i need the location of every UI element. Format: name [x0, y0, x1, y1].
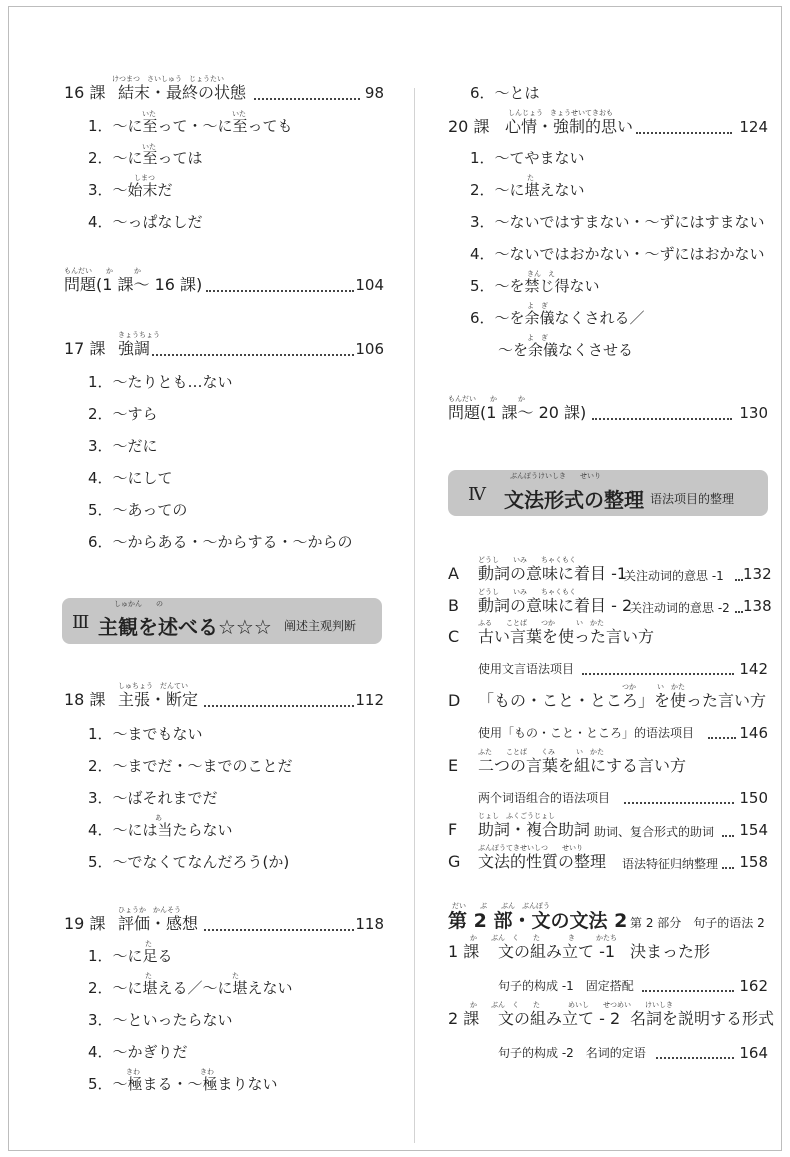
list-item: 1．〜てやまない: [470, 149, 585, 167]
list-item: 2．〜までだ・〜までのことだ: [88, 757, 293, 775]
lesson-1-title: 文の組み立て -1: [498, 942, 616, 961]
leader-dots: [592, 415, 732, 420]
furigana: どうし いみ ちゃくもく: [478, 556, 576, 564]
leader-dots: [152, 351, 354, 356]
furigana: た: [145, 940, 152, 948]
furigana: もんだい か か: [64, 267, 141, 275]
leader-dots: [624, 799, 734, 804]
section-number: Ⅳ: [468, 484, 486, 505]
entry-title: 古い言葉を使った言い方: [478, 627, 655, 646]
lesson-1-subtitle: 決まった形: [630, 942, 711, 961]
furigana: ひょうか かんそう: [118, 906, 181, 914]
furigana: きわ: [126, 1068, 140, 1076]
entry-title: 文法的性質の整理: [478, 852, 607, 871]
entry-chinese: 语法特征归纳整理: [622, 857, 719, 871]
part-2-title: 第 2 部・文の文法 2: [448, 910, 628, 932]
entry-chinese: 两个词语组合的语法项目: [478, 791, 611, 805]
lesson-2-chinese: 句子的构成 -2 名词的定语: [498, 1046, 646, 1060]
list-item: 6．〜とは: [470, 84, 540, 102]
leader-dots: [735, 608, 743, 613]
lesson-19-label: 19 課: [64, 914, 106, 933]
list-item: 3．〜始末だ: [88, 181, 173, 199]
section-number: Ⅲ: [72, 612, 90, 633]
leader-dots: [204, 926, 354, 931]
furigana: いた: [142, 110, 156, 118]
furigana: だい ぶ ぶん ぶんぽう: [452, 902, 550, 910]
lesson-20-label: 20 課: [448, 117, 490, 136]
review-20-page: 130: [739, 404, 768, 422]
entry-chinese: 关注动词的意思 -2: [630, 601, 730, 615]
entry-chinese: 使用「もの・こと・ところ」的语法项目: [478, 726, 695, 740]
furigana: か ぶん く た めいし せつめい けいしき: [470, 1001, 673, 1009]
furigana: よ ぎ: [527, 302, 548, 310]
section-chinese: 语法项目的整理: [650, 492, 735, 506]
list-item: 4．〜かぎりだ: [88, 1043, 188, 1061]
lesson-20-page: 124: [739, 118, 768, 136]
entry-letter: E: [448, 756, 459, 775]
list-item: 1．〜までもない: [88, 725, 203, 743]
list-item: 3．〜だに: [88, 437, 158, 455]
furigana: けつまつ さいしゅう じょうたい: [112, 75, 224, 83]
lesson-2-label: 2 課: [448, 1009, 480, 1028]
section-chinese: 阐述主观判断: [284, 619, 357, 633]
entry-title: 動詞の意味に着目 - 2: [478, 596, 633, 615]
lesson-18-page: 112: [355, 691, 384, 709]
entry-letter: D: [448, 691, 461, 710]
furigana: きょうちょう: [118, 331, 160, 339]
lesson-1-page: 162: [739, 977, 768, 995]
entry-page: 138: [743, 597, 772, 615]
list-item: 6．〜からある・〜からする・〜からの: [88, 533, 353, 551]
entry-letter: C: [448, 627, 460, 646]
furigana: た: [527, 174, 534, 182]
lesson-17-label: 17 課: [64, 339, 106, 358]
leader-dots: [656, 1054, 734, 1059]
furigana: しんじょう きょうせいてきおも: [508, 109, 613, 117]
list-item: 1．〜たりとも…ない: [88, 373, 233, 391]
entry-page: 132: [743, 565, 772, 583]
review-16-page: 104: [355, 276, 384, 294]
list-item: 4．〜にして: [88, 469, 173, 487]
furigana: ふた ことば くみ い かた: [478, 748, 604, 756]
lesson-16-label: 16 課: [64, 83, 106, 102]
list-item: 2．〜に至っては: [88, 149, 203, 167]
lesson-2-subtitle: 名詞を説明する形式: [630, 1009, 775, 1028]
furigana: きん え: [527, 270, 555, 278]
list-item: 4．〜っぱなしだ: [88, 213, 203, 231]
leader-dots: [206, 287, 354, 292]
entry-title: 助詞・複合助詞: [478, 820, 591, 839]
lesson-2-title: 文の組み立て - 2: [498, 1009, 621, 1028]
lesson-17-title: 強調: [118, 339, 151, 358]
furigana: しまつ: [134, 174, 155, 182]
list-item: 2．〜すら: [88, 405, 158, 423]
review-20-title: 問題(1 課〜 20 課): [448, 403, 587, 422]
furigana: つか い かた: [622, 683, 685, 691]
lesson-18-title: 主張・断定: [118, 690, 199, 709]
entry-page: 154: [739, 821, 768, 839]
leader-dots: [735, 576, 743, 581]
leader-dots: [708, 734, 736, 739]
furigana: ぶんぽうけいしき せいり: [510, 472, 601, 480]
leader-dots: [642, 987, 734, 992]
entry-title: 二つの言葉を組にする言い方: [478, 756, 687, 775]
furigana: じょし ふくごうじょし: [478, 812, 555, 820]
entry-page: 158: [739, 853, 768, 871]
furigana: きわ: [200, 1068, 214, 1076]
furigana: いた: [232, 110, 246, 118]
lesson-1-chinese: 句子的构成 -1 固定搭配: [498, 979, 634, 993]
furigana: あ: [155, 814, 162, 822]
list-item: 3．〜ないではすまない・〜ずにはすまない: [470, 213, 765, 231]
leader-dots: [204, 702, 354, 707]
entry-letter: F: [448, 820, 458, 839]
list-item: 4．〜には当たらない: [88, 821, 233, 839]
leader-dots: [254, 95, 360, 100]
entry-chinese: 使用文言语法项目: [478, 662, 575, 676]
furigana: か ぶん く た き かたち: [470, 934, 617, 942]
lesson-20-title: 心情・強制的思い: [505, 117, 634, 136]
list-item: 3．〜といったらない: [88, 1011, 233, 1029]
entry-page: 150: [739, 789, 768, 807]
list-item: 6．〜を余儀なくされる／: [470, 309, 645, 327]
entry-chinese: 助词、复合形式的助词: [594, 825, 715, 839]
entry-letter: B: [448, 596, 459, 615]
furigana: た: [232, 972, 239, 980]
furigana: よ ぎ: [527, 334, 548, 342]
lesson-19-page: 118: [355, 915, 384, 933]
entry-page: 142: [739, 660, 768, 678]
leader-dots: [636, 129, 732, 134]
list-item: 〜を余儀なくさせる: [498, 341, 634, 359]
section-title: 文法形式の整理: [504, 488, 644, 512]
list-item: 1．〜に至って・〜に至っても: [88, 117, 293, 135]
part-2-chinese: 第 2 部分 句子的语法 2: [630, 916, 765, 930]
lesson-17-page: 106: [355, 340, 384, 358]
entry-page: 146: [739, 724, 768, 742]
leader-dots: [582, 670, 734, 675]
column-separator: [414, 88, 415, 1143]
lesson-18-label: 18 課: [64, 690, 106, 709]
furigana: しゅかん の: [114, 600, 163, 608]
list-item: 5．〜を禁じ得ない: [470, 277, 600, 295]
list-item: 1．〜に足る: [88, 947, 173, 965]
review-16-title: 問題(1 課〜 16 課): [64, 275, 203, 294]
entry-letter: A: [448, 564, 459, 583]
lesson-16-title: 結末・最終の状態: [118, 83, 247, 102]
section-band-4: [448, 470, 768, 516]
list-item: 2．〜に堪える／〜に堪えない: [88, 979, 293, 997]
list-item: 2．〜に堪えない: [470, 181, 585, 199]
list-item: 5．〜あっての: [88, 501, 188, 519]
furigana: ふる ことば つか い かた: [478, 619, 604, 627]
section-title: 主観を述べる☆☆☆: [98, 615, 272, 639]
entry-letter: G: [448, 852, 461, 871]
lesson-16-page: 98: [364, 84, 384, 102]
list-item: 5．〜でなくてなんだろう(か): [88, 853, 290, 871]
entry-chinese: 关注动词的意思 -1: [624, 569, 724, 583]
lesson-1-label: 1 課: [448, 942, 480, 961]
lesson-2-page: 164: [739, 1044, 768, 1062]
lesson-19-title: 評価・感想: [118, 914, 199, 933]
list-item: 3．〜ばそれまでだ: [88, 789, 218, 807]
furigana: どうし いみ ちゃくもく: [478, 588, 576, 596]
leader-dots: [722, 832, 734, 837]
list-item: 4．〜ないではおかない・〜ずにはおかない: [470, 245, 765, 263]
entry-title: 動詞の意味に着目 -1: [478, 564, 628, 583]
entry-title: 「もの・こと・ところ」を使った言い方: [478, 691, 767, 710]
furigana: しゅちょう だんてい: [118, 682, 188, 690]
leader-dots: [722, 864, 734, 869]
furigana: ぶんぽうてきせいしつ せいり: [478, 844, 583, 852]
section-band-3: [62, 598, 382, 644]
furigana: いた: [142, 143, 156, 151]
furigana: た: [145, 972, 152, 980]
furigana: もんだい か か: [448, 395, 525, 403]
list-item: 5．〜極まる・〜極まりない: [88, 1075, 278, 1093]
